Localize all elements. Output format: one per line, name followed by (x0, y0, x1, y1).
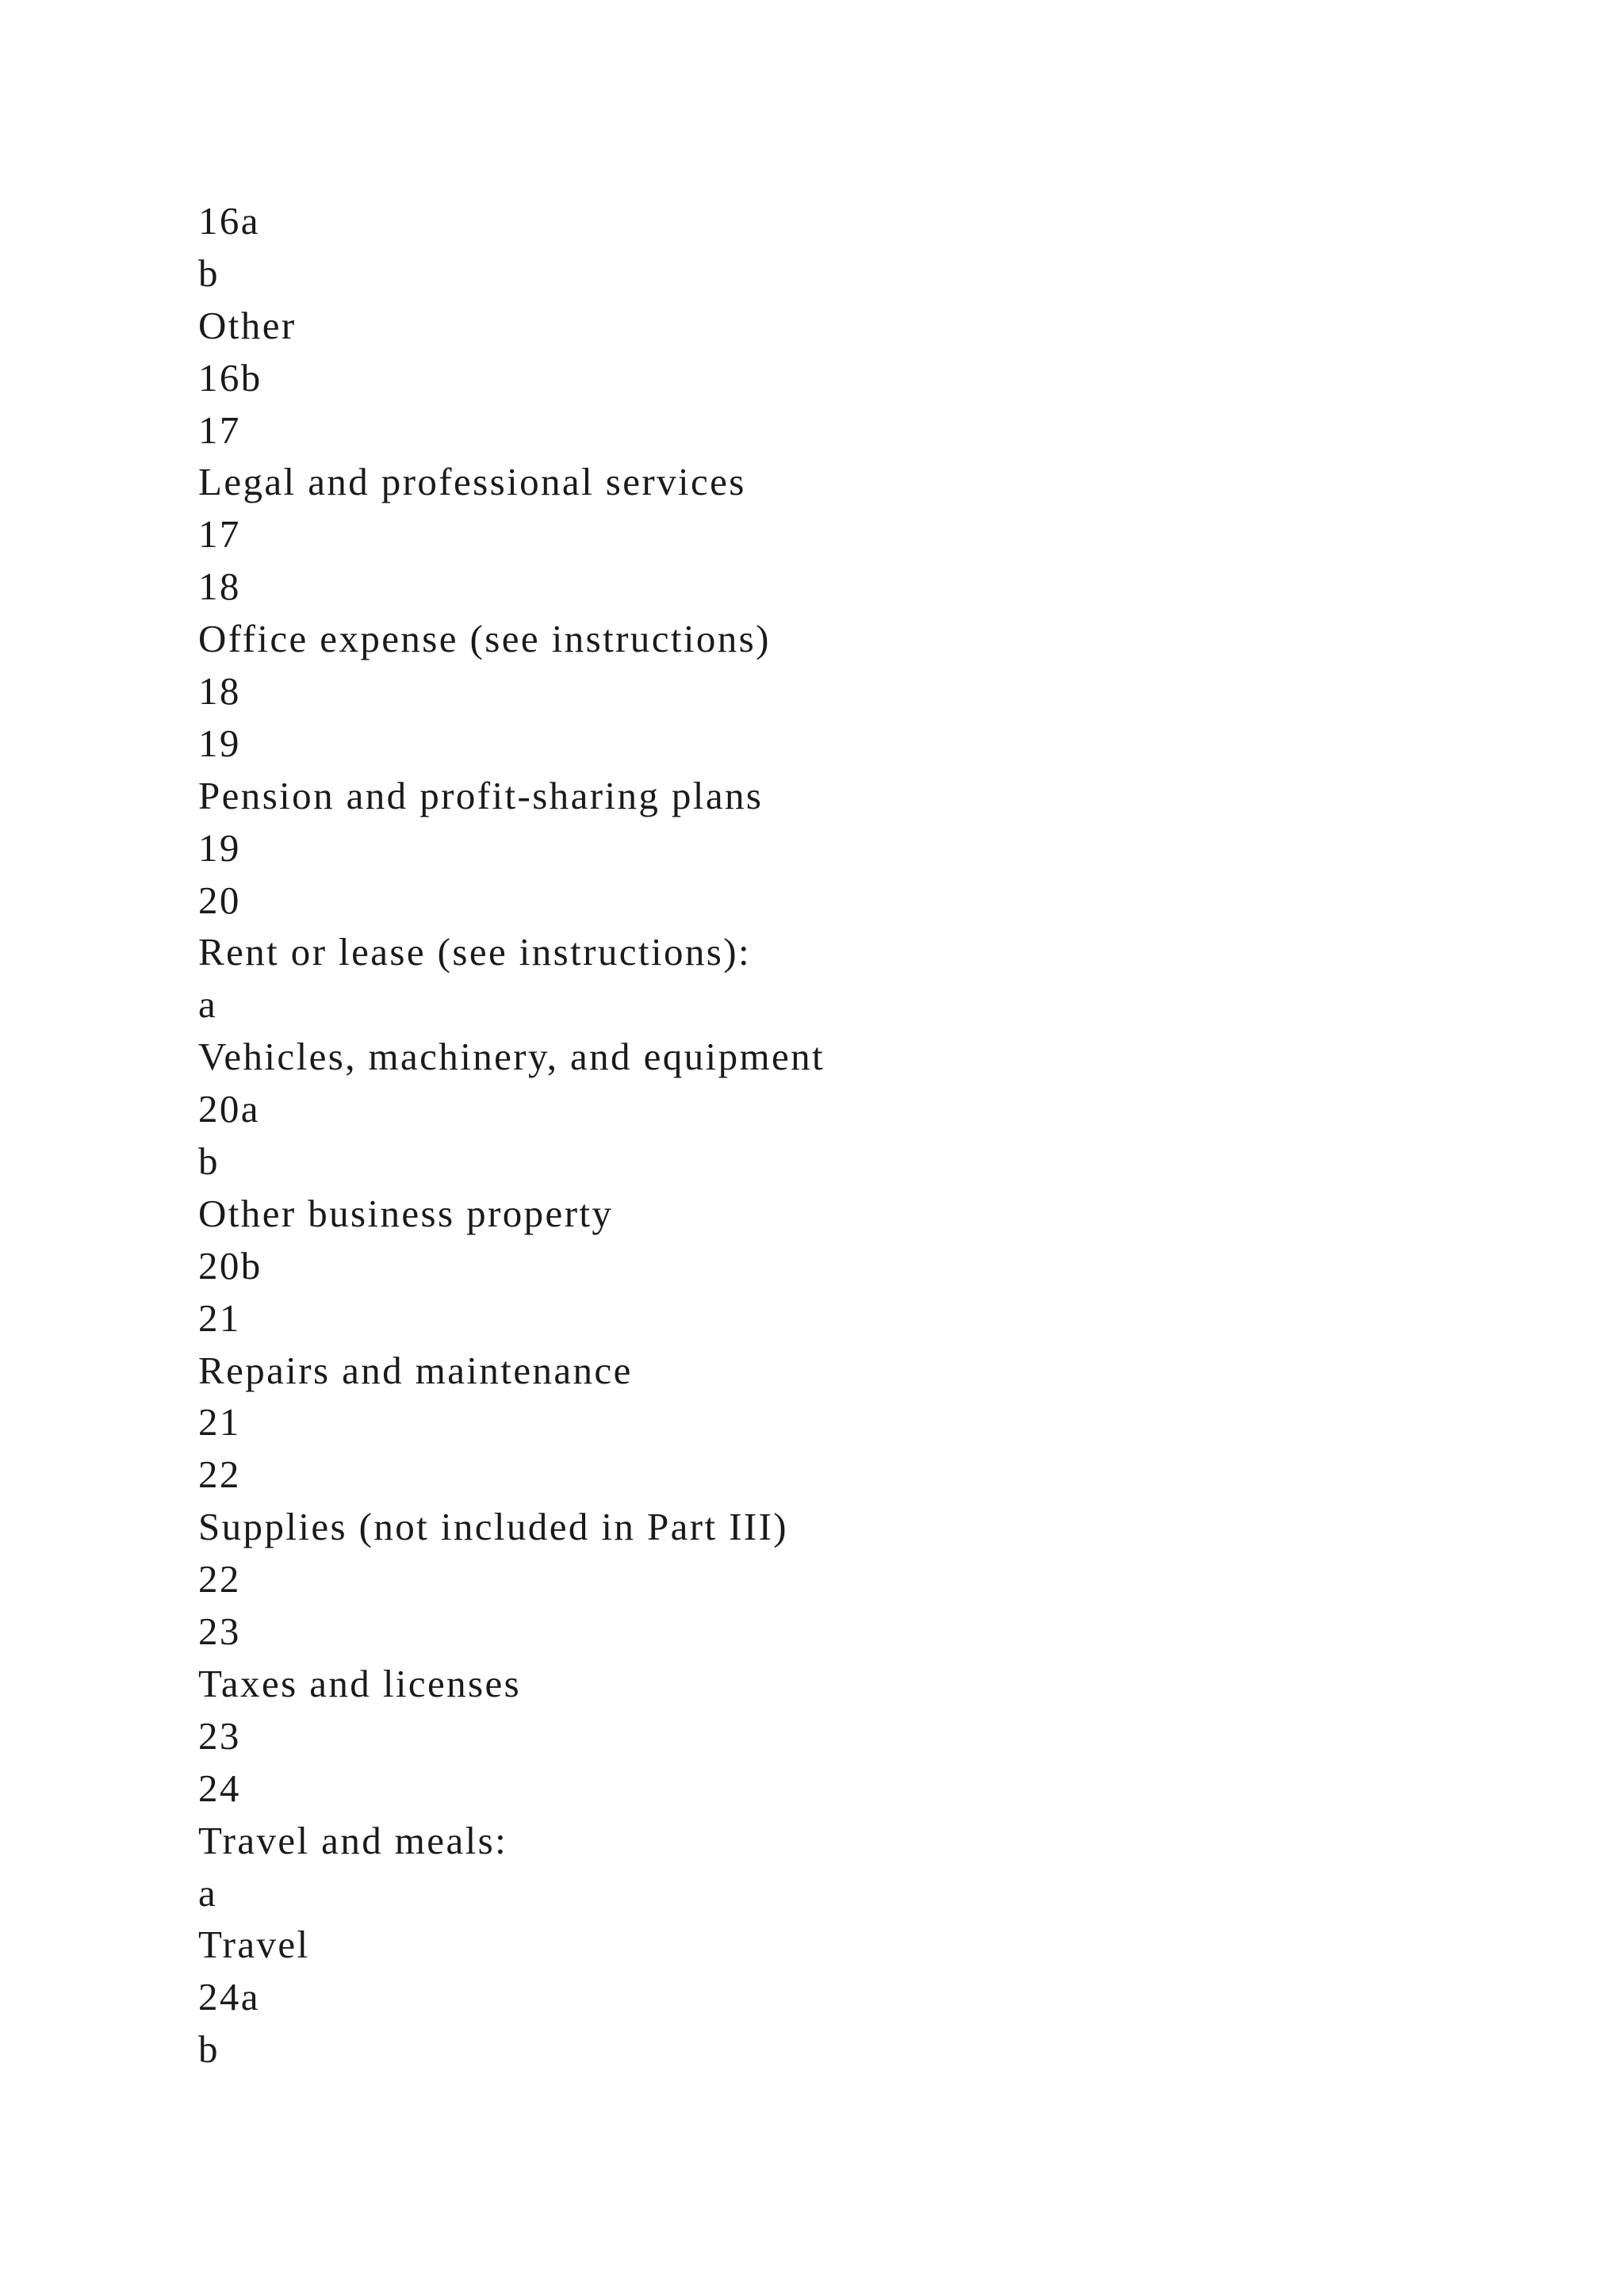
text-line-19: 19 (198, 721, 241, 765)
text-line-other: Other (198, 303, 297, 347)
text-line-17-ref: 17 (198, 512, 241, 557)
text-line-rent-lease: Rent or lease (see instructions): (198, 930, 751, 974)
text-line-22: 22 (198, 1452, 241, 1497)
text-line-pension: Pension and profit-sharing plans (198, 773, 764, 817)
text-line-b-2: b (198, 1139, 220, 1184)
text-line-other-property: Other business property (198, 1191, 614, 1235)
text-line-taxes: Taxes and licenses (198, 1661, 522, 1705)
text-line-legal-professional: Legal and professional services (198, 460, 746, 504)
document-text-lines (198, 195, 825, 2076)
text-line-20: 20 (198, 878, 241, 922)
text-line-travel-meals: Travel and meals: (198, 1818, 508, 1862)
text-line-vehicles: Vehicles, machinery, and equipment (198, 1035, 825, 1079)
text-line-18: 18 (198, 564, 241, 609)
text-line-21-ref: 21 (198, 1400, 241, 1445)
text-line-18-ref: 18 (198, 669, 241, 714)
text-line-24a: 24a (198, 1975, 260, 2019)
text-line-23-ref: 23 (198, 1713, 241, 1758)
text-line-21: 21 (198, 1295, 241, 1340)
text-line-a: a (198, 982, 218, 1027)
text-line-20b: 20b (198, 1243, 262, 1288)
text-line-17: 17 (198, 408, 241, 452)
text-line-b: b (198, 251, 220, 295)
text-line-16b: 16b (198, 355, 262, 400)
text-line-20a: 20a (198, 1087, 260, 1131)
text-line-travel: Travel (198, 1923, 310, 1967)
text-line-repairs: Repairs and maintenance (198, 1348, 633, 1392)
text-line-16a: 16a (198, 199, 260, 243)
text-line-a-2: a (198, 1870, 218, 1915)
text-line-19-ref: 19 (198, 825, 241, 870)
text-line-22-ref: 22 (198, 1557, 241, 1601)
text-line-23: 23 (198, 1609, 241, 1654)
text-line-b-3: b (198, 2027, 220, 2072)
text-line-24: 24 (198, 1766, 241, 1810)
text-line-supplies: Supplies (not included in Part III) (198, 1505, 789, 1549)
text-line-office-expense: Office expense (see instructions) (198, 617, 771, 661)
